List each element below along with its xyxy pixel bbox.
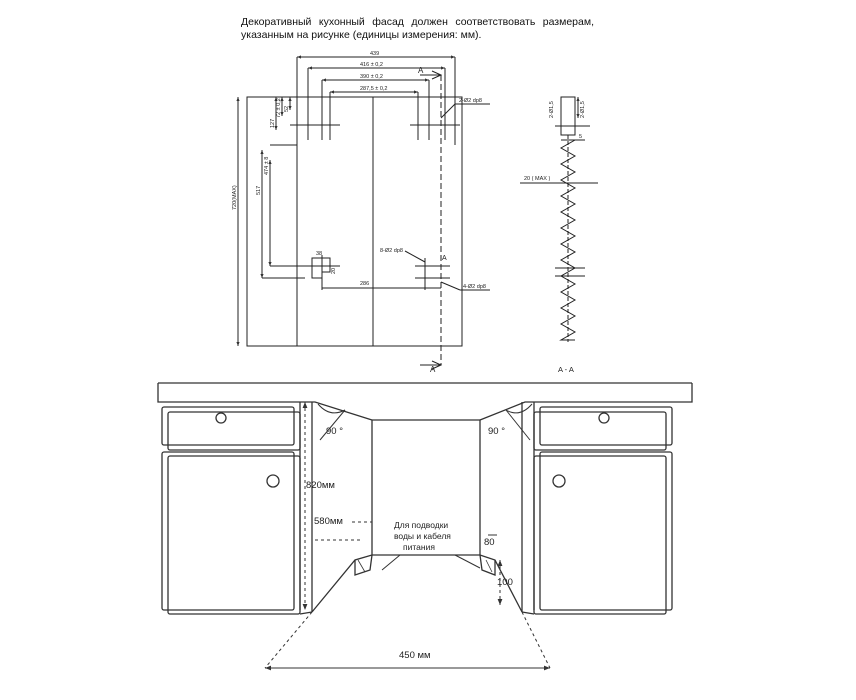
label-72: 72 ± 0,2: [276, 98, 282, 118]
hole-label-4: 4-Ø2 dp8: [463, 284, 486, 290]
label-286: 286: [360, 281, 370, 287]
label-390: 390 ± 0,2: [360, 74, 383, 80]
hole-label-2: 2-Ø2 dp8: [459, 98, 482, 104]
angle-left-label: 90 °: [326, 426, 344, 437]
note-line-2: воды и кабеля: [394, 531, 451, 541]
installation-drawing: [158, 383, 692, 614]
label-287: 287,5 ± 0,2: [360, 86, 388, 92]
countertop-left: [158, 383, 372, 420]
left-cabinet: [162, 402, 312, 614]
label-2-1-5-b: 2-Ø1,5: [580, 101, 586, 118]
label-127: 127: [270, 118, 276, 128]
label-474: 474 ± 8: [264, 156, 270, 175]
label-38: 38: [316, 251, 323, 257]
label-20: 20: [331, 267, 337, 274]
label-20-max: 20 ( MAX ): [524, 176, 551, 182]
knob-icon: [267, 475, 279, 487]
label-2-1-5-a: 2-Ø1,5: [549, 101, 555, 118]
section-view-labels: [524, 101, 586, 374]
countertop-right: [480, 383, 692, 420]
width-label: 450 мм: [399, 650, 431, 661]
section-view-title: A - A: [558, 365, 574, 374]
caption-line-1: Декоративный кухонный фасад должен соответствовать размерам,: [241, 16, 594, 28]
section-view-drawing: [520, 97, 598, 342]
knob-icon: [216, 413, 226, 423]
label-5: 5: [579, 134, 583, 140]
note-line-3: питания: [403, 542, 435, 552]
label-52: 52: [284, 105, 290, 112]
label-439: 439: [370, 51, 380, 57]
section-mark-mid: A: [442, 255, 447, 262]
dim-80-label: 80: [484, 537, 495, 548]
knob-icon: [553, 475, 565, 487]
depth-label: 580мм: [314, 516, 343, 527]
section-mark-bottom: A: [430, 365, 436, 374]
installation-labels: [306, 426, 513, 661]
right-cabinet: [522, 402, 672, 614]
knob-icon: [599, 413, 609, 423]
niche-floor: [312, 555, 522, 612]
caption-line-2: указанным на рисунке (единицы измерения: мм).: [241, 29, 482, 41]
section-mark-top: A: [418, 66, 424, 75]
label-720: 720(MAX): [232, 185, 238, 210]
label-416: 416 ± 0,2: [360, 62, 383, 68]
height-label: 820мм: [306, 480, 335, 491]
dim-100-label: 100: [497, 577, 513, 588]
angle-right-label: 90 °: [488, 426, 506, 437]
panel-outline: [247, 97, 462, 346]
label-517: 517: [256, 185, 262, 195]
note-line-1: Для подводки: [394, 520, 449, 530]
hole-label-8: 8-Ø2 dp8: [380, 248, 403, 254]
